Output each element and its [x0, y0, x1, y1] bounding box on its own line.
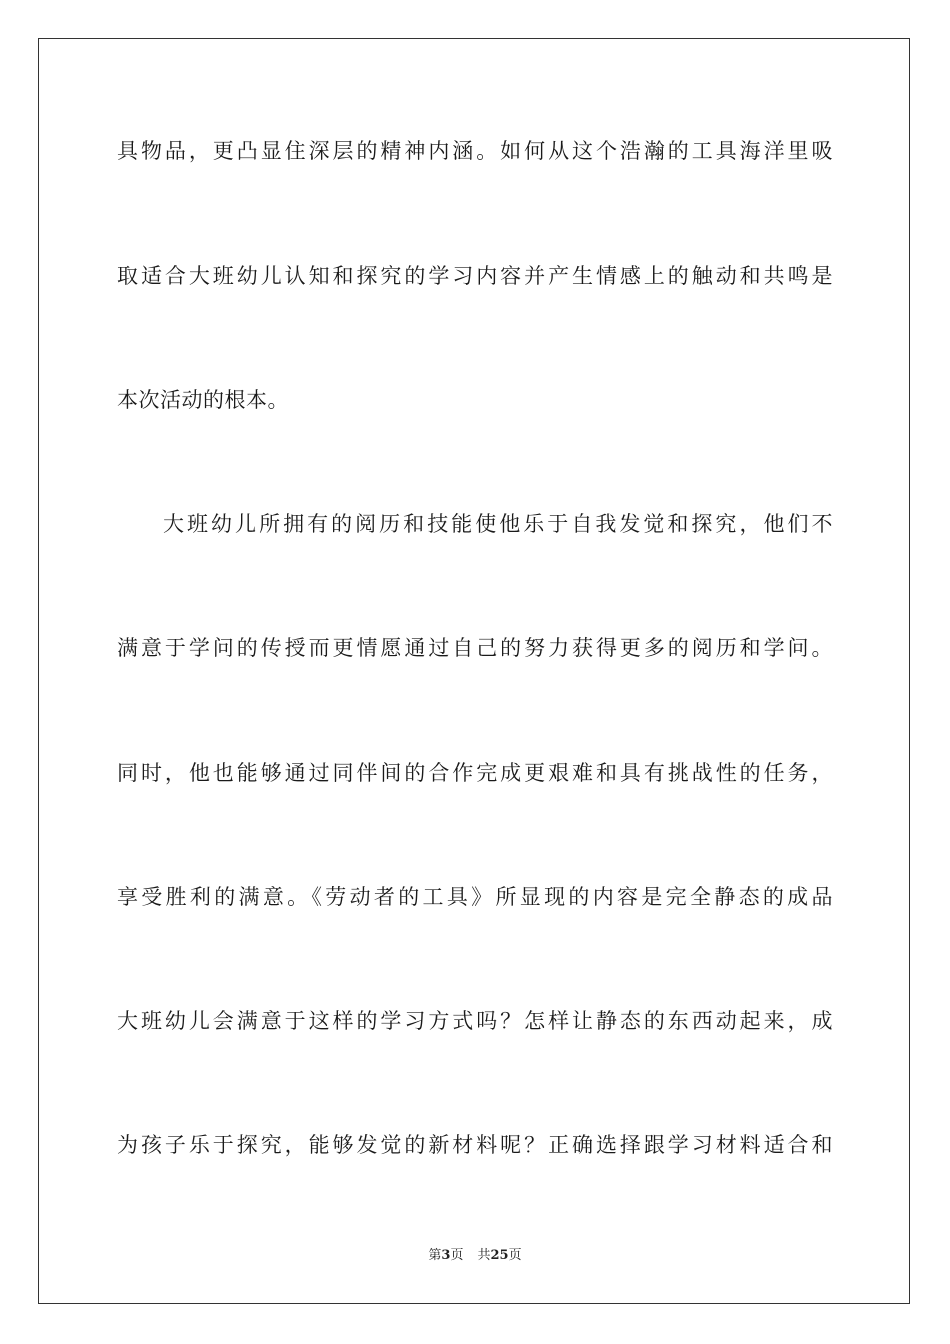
body-text-line-3: 本次活动的根本。 [117, 388, 289, 412]
body-text-line-9: 为孩子乐于探究，能够发觉的新材料呢？正确选择跟学习材料适合和 [117, 1133, 833, 1157]
body-text-line-2: 取适合大班幼儿认知和探究的学习内容并产生情感上的触动和共鸣是 [117, 264, 833, 288]
page-prefix: 第 [428, 1248, 442, 1263]
total-prefix: 共 [477, 1248, 491, 1263]
body-text-line-4: 大班幼儿所拥有的阅历和技能使他乐于自我发觉和探究，他们不 [163, 512, 833, 536]
page-number: 3 [441, 1248, 451, 1263]
page-suffix: 页 [450, 1248, 464, 1263]
total-pages: 25 [490, 1248, 509, 1263]
body-text-line-1: 具物品，更凸显住深层的精神内涵。如何从这个浩瀚的工具海洋里吸 [117, 139, 833, 163]
body-text-line-7: 享受胜利的满意。《劳动者的工具》所显现的内容是完全静态的成品 [117, 885, 833, 909]
page-footer [0, 1247, 950, 1265]
total-suffix: 页 [508, 1248, 522, 1263]
body-text-line-8: 大班幼儿会满意于这样的学习方式吗？怎样让静态的东西动起来，成 [117, 1009, 833, 1033]
body-text-line-5: 满意于学问的传授而更情愿通过自己的努力获得更多的阅历和学问。 [117, 636, 833, 660]
page-border [38, 38, 910, 1304]
body-text-line-6: 同时，他也能够通过同伴间的合作完成更艰难和具有挑战性的任务， [117, 761, 833, 785]
